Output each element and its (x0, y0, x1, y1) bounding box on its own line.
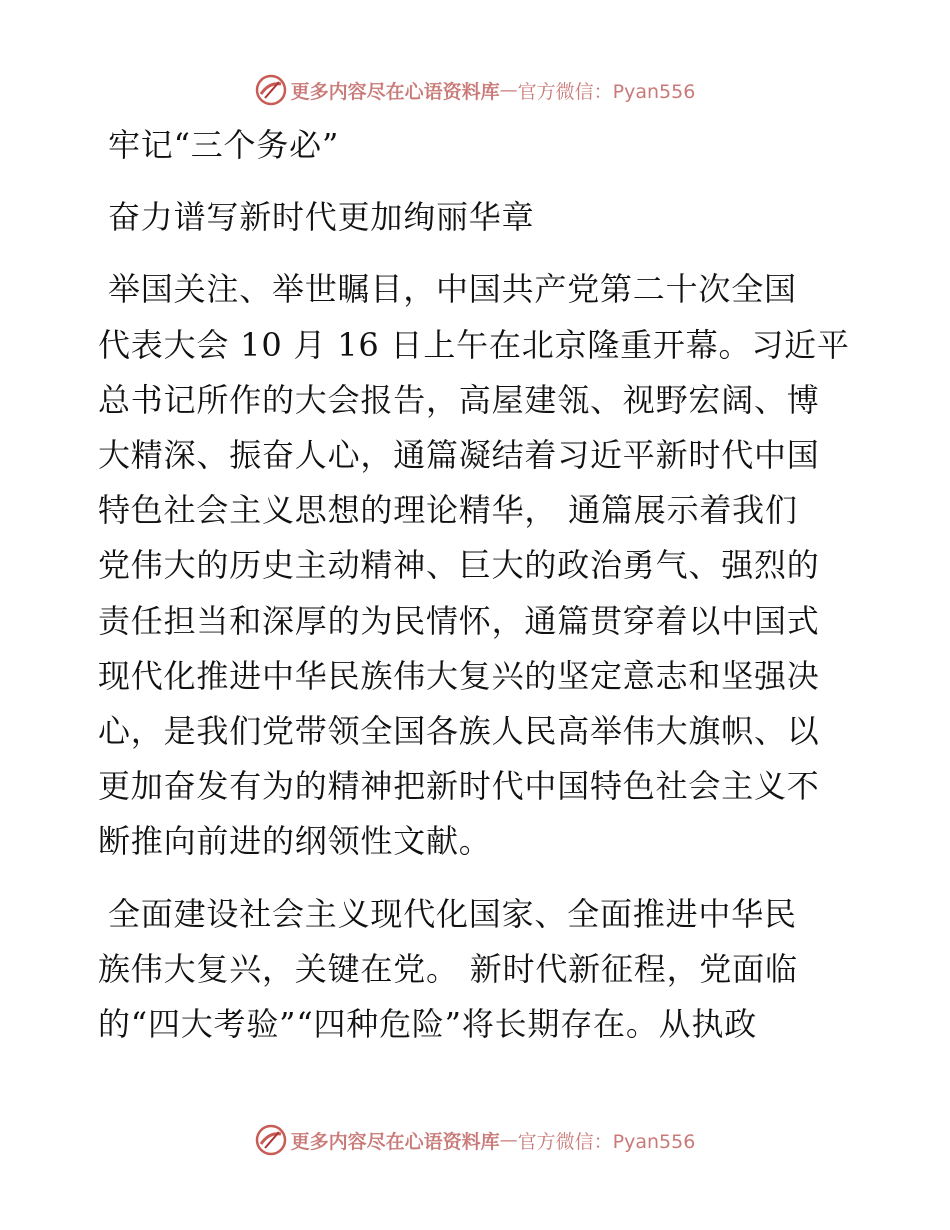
paragraph-line: 的“四大考验”“四种危险”将长期存在。从执政 (98, 1005, 758, 1044)
watermark-separator: — (499, 79, 518, 101)
paragraph-line: 更加奋发有为的精神把新时代中国特色社会主义不 (98, 767, 820, 806)
footer-watermark (0, 1120, 950, 1160)
paragraph-1 (98, 262, 858, 869)
paragraph-line: 责任担当和深厚的为民情怀，通篇贯穿着以中国式 (98, 601, 820, 640)
paragraph-line: 举国关注、举世瞩目，中国共产党第二十次全国 (108, 270, 797, 309)
paragraph-line: 心，是我们党带领全国各族人民高举伟大旗帜、以 (98, 712, 820, 751)
paragraph-2 (98, 887, 858, 1053)
paragraph-line: 现代化推进中华民族伟大复兴的坚定意志和坚强决 (98, 656, 820, 695)
watermark-account-text: 官方微信：Pyan556 (517, 80, 696, 103)
paragraph-line: 全面建设社会主义现代化国家、全面推进中华民 (108, 894, 797, 933)
document-title-line-2: 奋力谱写新时代更加绚丽华章 (108, 198, 535, 237)
paragraph-line: 族伟大复兴，关键在党。 新时代新征程，党面临 (98, 949, 798, 988)
header-watermark (0, 70, 950, 110)
watermark-separator: — (499, 1129, 518, 1151)
paragraph-line: 特色社会主义思想的理论精华， 通篇展示着我们 (98, 491, 798, 530)
watermark-main-text: 更多内容尽在心语资料库 (290, 80, 500, 103)
watermark-main-text: 更多内容尽在心语资料库 (290, 1130, 500, 1153)
brand-logo-icon (255, 74, 287, 106)
paragraph-line: 党伟大的历史主动精神、巨大的政治勇气、强烈的 (98, 546, 820, 585)
paragraph-line: 断推向前进的纲领性文献。 (98, 822, 492, 861)
paragraph-line: 总书记所作的大会报告，高屋建瓴、视野宏阔、博 (98, 380, 820, 419)
document-body (98, 118, 858, 1052)
document-title-line-1: 牢记“三个务必” (108, 126, 340, 164)
paragraph-line: 大精深、振奋人心，通篇凝结着习近平新时代中国 (98, 436, 820, 475)
watermark-account-text: 官方微信：Pyan556 (517, 1130, 696, 1153)
paragraph-line: 代表大会 10 月 16 日上午在北京隆重开幕。习近平 (98, 325, 850, 364)
brand-logo-icon (255, 1124, 287, 1156)
